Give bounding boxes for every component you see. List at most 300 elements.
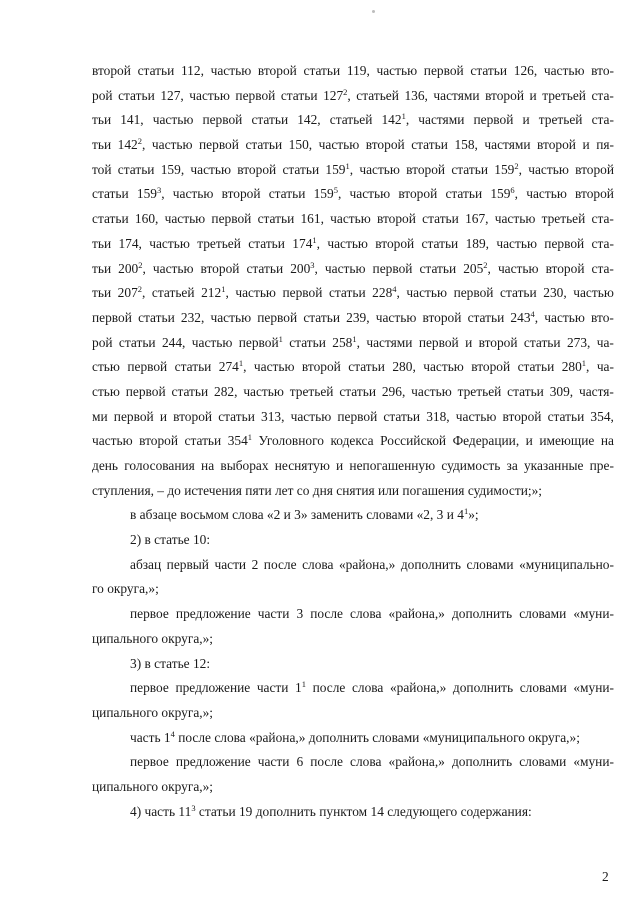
text-fragment: рой	[92, 87, 113, 103]
text-fragment: 167,	[465, 211, 489, 227]
text-fragment: частями	[366, 334, 413, 350]
text-fragment: тьи	[92, 285, 112, 301]
text-run	[92, 631, 213, 646]
text-fragment: слова	[351, 680, 384, 696]
word	[348, 355, 385, 380]
word	[222, 182, 261, 207]
word	[550, 380, 573, 405]
word	[466, 232, 489, 257]
word	[544, 306, 585, 331]
superscript: 3	[156, 185, 162, 196]
word	[573, 281, 614, 306]
word	[519, 750, 566, 775]
word	[160, 405, 167, 430]
word	[130, 602, 169, 627]
superscript: 5	[333, 185, 338, 196]
text-fragment: ,	[337, 186, 342, 202]
text-run	[92, 483, 542, 498]
text-line	[92, 528, 614, 553]
word	[422, 207, 459, 232]
text-fragment: частью	[92, 433, 133, 449]
word	[597, 355, 614, 380]
superscript: 3	[191, 802, 196, 813]
text-fragment: дополнить	[451, 606, 513, 622]
text-fragment: статьи	[92, 211, 129, 227]
text-fragment: статьи	[246, 260, 284, 276]
word	[471, 355, 510, 380]
superscript: 1	[301, 679, 306, 690]
word	[590, 405, 613, 430]
word	[130, 553, 161, 578]
text-fragment: первой	[92, 309, 132, 325]
word	[465, 331, 472, 356]
text-fragment: частью	[494, 211, 536, 227]
text-fragment: ,	[405, 112, 410, 128]
text-fragment: второй	[406, 161, 446, 177]
word	[433, 84, 479, 109]
word	[185, 429, 222, 454]
word	[332, 331, 360, 356]
superscript: 1	[221, 284, 226, 295]
text-fragment: частью	[149, 235, 190, 251]
text-fragment: второй	[173, 408, 213, 424]
text-fragment: частью	[189, 87, 230, 103]
word	[282, 158, 319, 183]
text-line	[92, 627, 614, 652]
text-fragment: третьей	[457, 383, 502, 399]
word	[339, 380, 376, 405]
word	[468, 306, 505, 331]
text-fragment: первый	[166, 556, 209, 572]
text-fragment: статьи	[303, 63, 341, 78]
word	[456, 405, 497, 430]
text-fragment: первой	[127, 359, 168, 375]
text-fragment: частью	[318, 137, 360, 153]
text-line	[92, 479, 614, 504]
word	[327, 232, 368, 257]
text-fragment: первой	[202, 112, 243, 128]
word	[325, 158, 353, 183]
text-line	[92, 84, 614, 109]
word	[380, 429, 446, 454]
text-fragment: ,	[225, 285, 229, 301]
text-fragment: ,	[161, 186, 165, 202]
word	[537, 133, 576, 158]
text-line	[92, 726, 614, 751]
word	[211, 207, 251, 232]
word	[282, 281, 322, 306]
text-fragment: части	[256, 680, 289, 696]
word	[292, 232, 320, 257]
text-line	[92, 331, 614, 356]
word	[211, 59, 252, 84]
word	[289, 331, 326, 356]
word	[592, 207, 614, 232]
text-fragment: частью	[152, 112, 194, 128]
text-fragment: кодекса	[330, 433, 374, 449]
word	[419, 331, 459, 356]
text-run	[92, 705, 213, 720]
word	[548, 405, 585, 430]
word	[336, 454, 343, 479]
text-run	[130, 730, 580, 745]
superscript: 1	[345, 160, 350, 171]
text-fragment: ста-	[591, 211, 614, 227]
text-fragment: 3) в статье 12:	[130, 655, 211, 671]
text-fragment: первой	[257, 309, 298, 325]
word	[258, 207, 295, 232]
superscript: 6	[510, 185, 515, 196]
text-fragment: частью	[423, 359, 464, 375]
word	[173, 182, 214, 207]
text-run	[130, 804, 532, 819]
text-fragment: пре-	[589, 458, 614, 473]
word	[382, 380, 405, 405]
word	[201, 454, 214, 479]
scan-dot-mark	[372, 10, 375, 13]
text-fragment: статьи	[411, 137, 448, 153]
text-fragment: часть 1	[130, 729, 171, 745]
text-line	[92, 701, 614, 726]
word	[130, 676, 169, 701]
word	[167, 553, 209, 578]
word	[441, 454, 500, 479]
superscript: 1	[352, 333, 357, 344]
word	[530, 84, 537, 109]
text-run	[130, 532, 210, 547]
text-fragment: второй	[139, 433, 179, 449]
word	[479, 331, 518, 356]
text-fragment: 189,	[465, 235, 490, 251]
text-fragment: «муни-	[573, 754, 614, 770]
text-fragment: слова	[350, 754, 382, 770]
text-fragment: 243	[510, 309, 531, 325]
text-fragment: неснятую	[274, 458, 330, 473]
word	[258, 59, 297, 84]
word	[601, 429, 614, 454]
text-fragment: пя-	[596, 137, 614, 153]
word	[330, 108, 373, 133]
text-fragment: имеющие	[539, 433, 595, 449]
word	[458, 380, 502, 405]
text-fragment: первой	[235, 87, 276, 103]
word	[252, 553, 259, 578]
page-number: 2	[602, 869, 609, 884]
word	[347, 59, 370, 84]
text-fragment: статьей	[151, 285, 195, 301]
text-fragment: статьи	[92, 186, 129, 202]
word	[346, 306, 369, 331]
text-fragment: второй	[200, 260, 240, 276]
text-fragment: ста-	[591, 87, 614, 103]
word	[518, 355, 555, 380]
word	[290, 380, 334, 405]
text-fragment: второй	[257, 63, 297, 78]
word	[192, 331, 233, 356]
text-fragment: 127,	[160, 87, 184, 103]
word	[507, 454, 518, 479]
text-fragment: статьи	[257, 211, 295, 227]
word	[92, 59, 131, 84]
word	[591, 84, 613, 109]
text-fragment: статьи	[248, 235, 285, 251]
text-fragment: непогашенную	[349, 458, 436, 473]
word	[118, 232, 141, 257]
word	[201, 257, 240, 282]
word	[495, 207, 536, 232]
text-fragment: частью	[324, 260, 366, 276]
word	[453, 676, 513, 701]
text-line	[92, 306, 614, 331]
text-fragment: ,	[316, 235, 320, 251]
text-fragment: статьи	[137, 63, 175, 78]
word	[452, 750, 512, 775]
text-fragment: после	[310, 606, 343, 622]
text-fragment: частью	[496, 235, 537, 251]
text-fragment: частью	[152, 260, 194, 276]
word	[539, 108, 583, 133]
word	[350, 602, 381, 627]
text-fragment: дополнить	[452, 680, 514, 696]
text-fragment: дополнить	[451, 754, 513, 770]
text-fragment: частью	[330, 211, 371, 227]
word	[389, 750, 445, 775]
text-fragment: 313,	[261, 408, 285, 424]
text-fragment: ,	[396, 285, 400, 301]
text-fragment: статьи	[467, 309, 505, 325]
text-fragment: и	[522, 112, 530, 128]
word	[590, 454, 614, 479]
word	[349, 454, 435, 479]
text-fragment: статьи	[470, 63, 508, 78]
word	[92, 257, 111, 282]
word	[522, 108, 529, 133]
word	[406, 281, 447, 306]
text-fragment: частью	[526, 186, 567, 202]
superscript: 2	[138, 259, 143, 270]
word	[181, 59, 204, 84]
word	[350, 182, 391, 207]
text-fragment: 141,	[120, 112, 144, 128]
text-fragment: статьи	[118, 334, 156, 350]
text-fragment: «района,»	[388, 606, 445, 622]
text-fragment: второй	[471, 359, 511, 375]
text-fragment: частью	[290, 408, 332, 424]
text-fragment: словами	[519, 606, 567, 622]
text-fragment: частью	[406, 285, 448, 301]
word	[175, 355, 212, 380]
word	[494, 158, 522, 183]
word	[257, 676, 289, 701]
word	[445, 182, 482, 207]
word	[524, 454, 583, 479]
word	[126, 380, 166, 405]
word	[377, 207, 416, 232]
text-fragment: 2) в статье 10:	[130, 532, 211, 548]
word	[275, 454, 330, 479]
text-fragment: частями	[418, 112, 465, 128]
text-fragment: и	[582, 137, 590, 153]
text-fragment: статьи	[117, 161, 155, 177]
word	[220, 454, 268, 479]
text-fragment: статьи	[348, 359, 385, 375]
text-fragment: частью	[243, 383, 284, 399]
word	[546, 257, 585, 282]
text-fragment: в абзаце восьмом слова «2 и 3» заменить словами «2, 3 и 4	[130, 507, 464, 523]
text-fragment: 318,	[426, 408, 450, 424]
text-fragment: третьей	[541, 211, 586, 227]
text-fragment: после	[310, 754, 343, 770]
text-fragment: третьей	[197, 235, 241, 251]
text-fragment: Федерации,	[452, 433, 520, 449]
word	[389, 602, 445, 627]
text-fragment: ,	[142, 285, 146, 301]
word	[526, 429, 533, 454]
word	[92, 454, 118, 479]
text-fragment: ста-	[591, 112, 614, 128]
text-run	[130, 507, 479, 522]
superscript: 4	[392, 284, 397, 295]
word	[139, 429, 178, 454]
superscript: 1	[401, 111, 406, 122]
word	[330, 207, 371, 232]
word	[401, 553, 461, 578]
text-fragment: предложение	[175, 754, 251, 770]
superscript: 2	[483, 259, 488, 270]
word	[176, 750, 251, 775]
text-fragment: первой	[337, 408, 378, 424]
text-line	[92, 503, 614, 528]
text-fragment: статьей	[329, 112, 373, 128]
text-line	[92, 676, 614, 701]
word	[92, 182, 129, 207]
text-fragment: Российской	[380, 433, 447, 449]
text-fragment: той	[92, 161, 112, 177]
word	[325, 257, 366, 282]
text-fragment: статьи	[118, 87, 155, 103]
text-fragment: словами	[519, 680, 567, 696]
word	[245, 133, 282, 158]
word	[485, 84, 524, 109]
text-fragment: статьи	[523, 334, 561, 350]
word	[300, 207, 323, 232]
text-fragment: ,	[243, 359, 247, 375]
text-fragment: 159	[490, 186, 511, 202]
word	[573, 602, 614, 627]
text-fragment: и	[159, 408, 167, 424]
text-line	[92, 577, 614, 602]
word	[153, 108, 194, 133]
text-fragment: Уголовного	[258, 433, 324, 449]
text-line	[92, 454, 614, 479]
text-fragment: 112,	[180, 63, 204, 78]
word	[237, 158, 276, 183]
text-fragment: словами	[466, 556, 514, 572]
word	[239, 331, 283, 356]
word	[201, 281, 229, 306]
text-line	[92, 429, 614, 454]
text-fragment: 239,	[346, 309, 370, 325]
text-fragment: стью	[92, 359, 120, 375]
text-line	[92, 775, 614, 800]
text-fragment: первой	[544, 235, 585, 251]
superscript: 1	[463, 506, 469, 517]
word	[423, 355, 464, 380]
text-fragment: первой	[199, 137, 239, 153]
word	[214, 553, 246, 578]
word	[261, 405, 284, 430]
text-fragment: частью	[172, 186, 214, 202]
word	[176, 602, 251, 627]
word	[190, 158, 231, 183]
text-fragment: статьи	[218, 408, 255, 424]
text-line	[92, 553, 614, 578]
text-run	[130, 656, 210, 671]
text-fragment: 205	[463, 260, 484, 276]
text-fragment: ста-	[591, 260, 614, 276]
word	[92, 380, 120, 405]
text-fragment: ча-	[596, 334, 614, 350]
text-fragment: 142	[381, 112, 402, 128]
text-fragment: тьи	[92, 137, 112, 153]
word	[592, 232, 614, 257]
text-fragment: 200	[290, 260, 311, 276]
text-fragment: 280,	[392, 359, 416, 375]
word	[214, 380, 237, 405]
text-fragment: частью	[190, 161, 232, 177]
word	[404, 84, 427, 109]
text-fragment: первой	[418, 334, 459, 350]
text-fragment: статьи	[451, 161, 489, 177]
word	[383, 405, 420, 430]
text-fragment: после слова «района,» дополнить словами «муниципального округа,»;	[174, 729, 580, 745]
word	[366, 331, 412, 356]
text-fragment: частью	[497, 260, 539, 276]
word	[130, 750, 169, 775]
word	[218, 405, 255, 430]
word	[567, 331, 590, 356]
superscript: 4	[170, 728, 175, 739]
word	[248, 232, 285, 257]
text-fragment: статьи	[445, 186, 483, 202]
text-fragment: ципального округа,»;	[92, 704, 214, 720]
superscript: 4	[530, 308, 535, 319]
word	[454, 281, 494, 306]
word	[575, 182, 614, 207]
text-fragment: «района,»	[338, 556, 396, 572]
text-fragment: 127	[323, 87, 344, 103]
text-fragment: частью	[543, 63, 585, 78]
word	[118, 133, 146, 158]
word	[172, 380, 209, 405]
superscript: 1	[278, 333, 283, 344]
word	[375, 232, 414, 257]
text-fragment: первой	[282, 285, 323, 301]
text-fragment: абзац	[130, 556, 162, 572]
word	[526, 182, 567, 207]
text-fragment: части	[257, 606, 290, 622]
text-fragment: второй	[575, 161, 614, 177]
word	[366, 133, 405, 158]
text-fragment: третьей	[538, 112, 583, 128]
text-fragment: статьи	[500, 285, 537, 301]
text-fragment: 159	[325, 161, 346, 177]
text-fragment: ступления, – до истечения пяти лет со дня снятия или погашения судимости;»;	[92, 482, 543, 498]
text-line	[92, 182, 614, 207]
text-fragment: первой	[113, 408, 154, 424]
word	[135, 207, 158, 232]
word	[528, 158, 569, 183]
